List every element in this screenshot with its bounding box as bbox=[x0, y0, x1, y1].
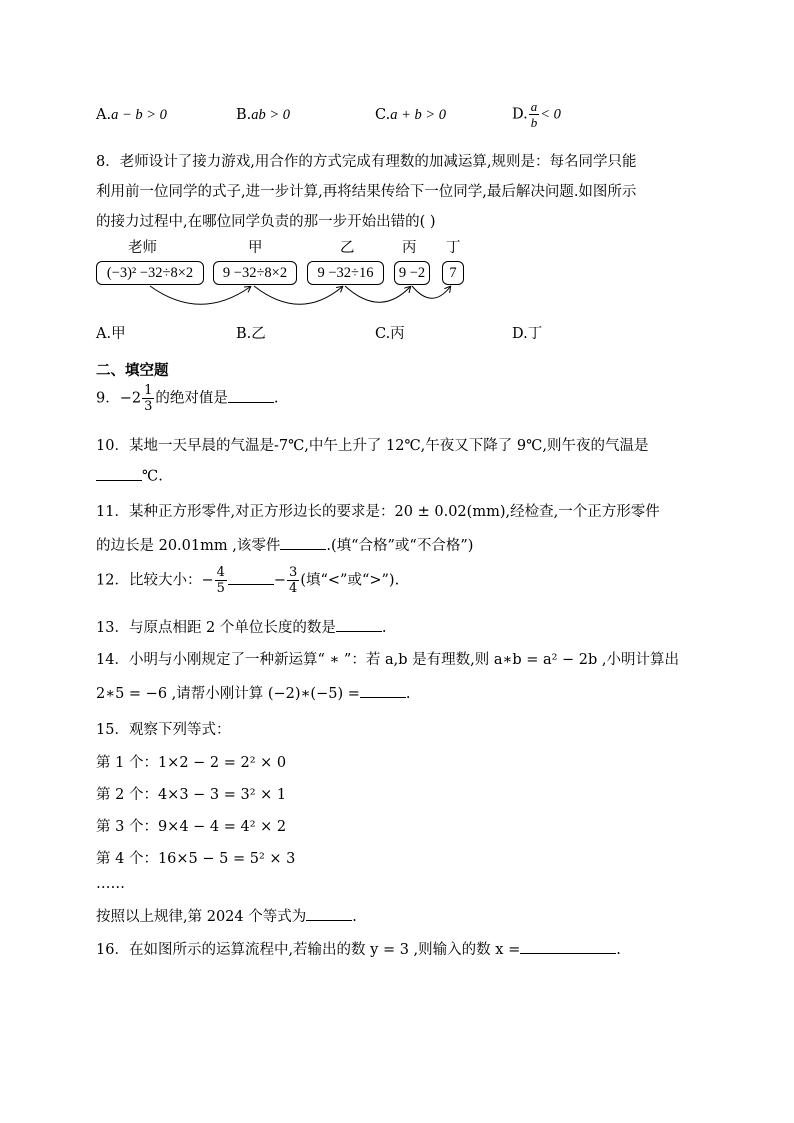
q15-item-3: 第 3 个：9×4 − 4 = 4² × 2 bbox=[96, 819, 287, 835]
relay-arrows bbox=[0, 0, 794, 330]
q14-line-2: 2∗5 = −6 ,请帮小刚计算 (−2)∗(−5) = . bbox=[96, 682, 410, 703]
answer-blank bbox=[280, 535, 326, 551]
q15-ellipsis: …… bbox=[96, 876, 125, 892]
answer-blank bbox=[228, 569, 274, 585]
role-bing: 丙 bbox=[402, 240, 417, 256]
relay-box-bing: 9 −2 bbox=[394, 261, 430, 285]
relay-box-yi: 9 −32÷16 bbox=[307, 261, 384, 285]
q8-line-1: 8．老师设计了接力游戏,用合作的方式完成有理数的加减运算,规则是：每名同学只能 bbox=[96, 154, 637, 170]
answer-blank bbox=[96, 465, 142, 481]
q15-ask: 按照以上规律,第 2024 个等式为 . bbox=[96, 905, 357, 926]
answer-blank bbox=[306, 906, 352, 922]
q7-option-b: B.ab > 0 bbox=[236, 107, 291, 123]
q15-item-2: 第 2 个：4×3 − 3 = 3² × 1 bbox=[96, 787, 287, 803]
q10-line-1: 10．某地一天早晨的气温是-7℃,中午上升了 12℃,午夜又下降了 9℃,则午夜的气温是 bbox=[96, 438, 649, 454]
role-ding: 丁 bbox=[446, 240, 461, 256]
q15-item-1: 第 1 个：1×2 − 2 = 2² × 0 bbox=[96, 755, 287, 771]
q8-line-2: 利用前一位同学的式子,进一步计算,再将结果传给下一位同学,最后解决问题.如图所示 bbox=[96, 184, 637, 200]
answer-blank bbox=[520, 939, 616, 955]
relay-box-jia: 9 −32÷8×2 bbox=[213, 261, 297, 285]
q13: 13．与原点相距 2 个单位长度的数是 . bbox=[96, 616, 387, 637]
answer-blank bbox=[360, 683, 406, 699]
answer-blank bbox=[228, 387, 274, 403]
q12: 12．比较大小：− $\frac{4}{5}$ − $\frac{3}{4}$ (填“<”或“>”). bbox=[96, 565, 400, 596]
q8-option-c: C.丙 bbox=[375, 326, 405, 342]
relay-box-teacher: (−3)² −32÷8×2 bbox=[96, 261, 204, 285]
q9: 9．−2 $\frac{1}{3}$ 的绝对值是 . bbox=[96, 383, 279, 414]
role-yi: 乙 bbox=[340, 240, 355, 256]
role-teacher: 老师 bbox=[128, 240, 157, 256]
q10-line-2: ℃. bbox=[96, 465, 163, 485]
answer-blank bbox=[336, 617, 382, 633]
q8-option-b: B.乙 bbox=[236, 326, 266, 342]
relay-box-ding: 7 bbox=[442, 261, 464, 285]
q16: 16．在如图所示的运算流程中,若输出的数 y = 3 ,则输入的数 x = . bbox=[96, 938, 621, 959]
section-title: 二、填空题 bbox=[96, 363, 169, 379]
q7-option-d: D. $\frac{a}{b}$ < 0 bbox=[512, 99, 561, 130]
q14-line-1: 14．小明与小刚规定了一种新运算“ ∗ ”：若 a,b 是有理数,则 a∗b = a² − 2b ,小明计算出 bbox=[96, 652, 680, 668]
q8-option-a: A.甲 bbox=[96, 326, 126, 342]
q7-option-a: A.a − b > 0 bbox=[96, 107, 167, 123]
q15-item-4: 第 4 个：16×5 − 5 = 5² × 3 bbox=[96, 851, 296, 867]
q11-line-2: 的边长是 20.01mm ,该零件 .(填“合格”或“不合格”) bbox=[96, 534, 473, 555]
role-jia: 甲 bbox=[248, 240, 263, 256]
q8-line-3: 的接力过程中,在哪位同学负责的那一步开始出错的( ) bbox=[96, 214, 436, 230]
q15-intro: 15．观察下列等式： bbox=[96, 722, 231, 738]
q11-line-1: 11．某种正方形零件,对正方形边长的要求是：20 ± 0.02(mm),经检查,一个正方形零件 bbox=[96, 504, 660, 520]
q7-option-c: C.a + b > 0 bbox=[375, 107, 447, 123]
q8-option-d: D.丁 bbox=[512, 326, 543, 342]
